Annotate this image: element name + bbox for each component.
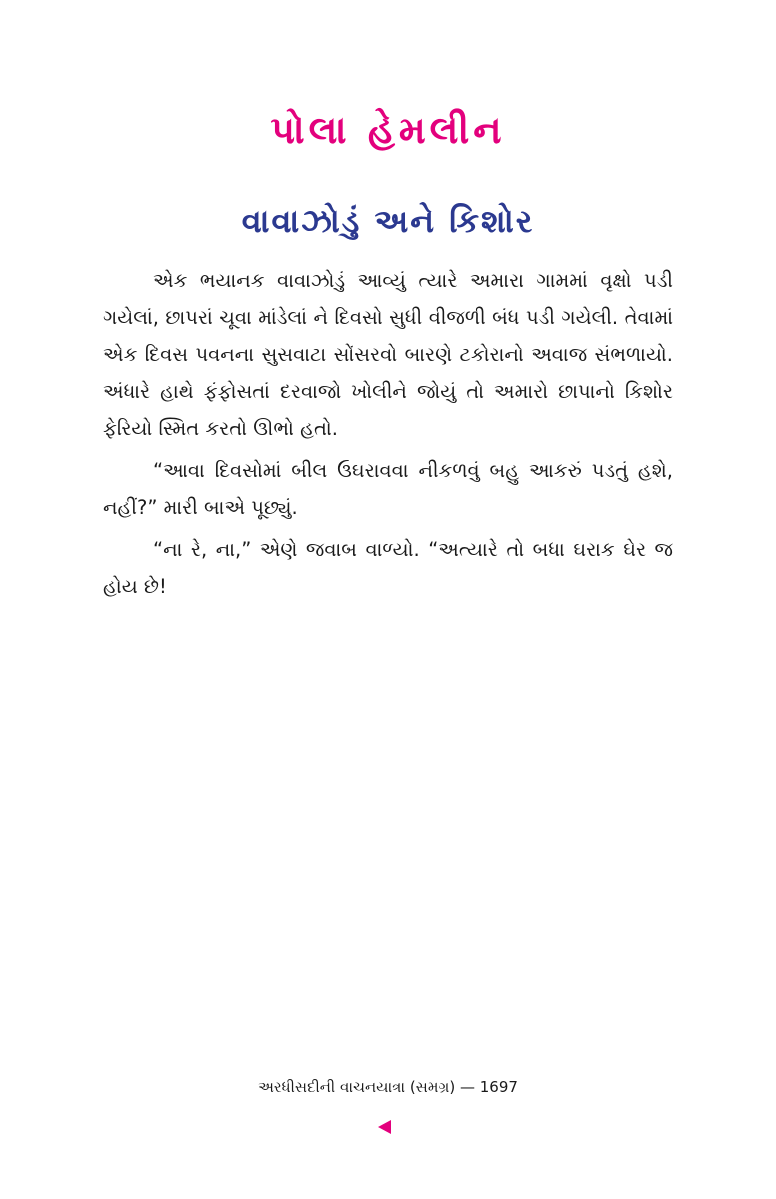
page-footer: અરધીસદીની વાચનયાત્રા (સમગ્ર) — 1697 xyxy=(258,1078,518,1096)
paragraph: એક ભયાનક વાવાઝોડું આવ્યું ત્યારે અમારા ગામમાં વૃક્ષો પડી ગયેલાં, છાપરાં ચૂવા માંડેલાં ને દિવસો સુધી વીજળી બંધ પડી ગયેલી. તેવામાં એક દિવસ પવનના સુસવાટા સોંસરવો બારણે ટકોરાનો અવાજ સંભળાયો. અંધારે હાથે ફંફોસતાં દરવાજો ખોલીને જોયું તો અમારો છાપાનો કિશોર ફેરિયો સ્મિત કરતો ઊભો હતો. xyxy=(103,269,673,440)
story-title: વાવાઝોડું અને કિશોર xyxy=(241,202,535,240)
left-triangle-icon xyxy=(378,1120,391,1134)
paragraph: “આવા દિવસોમાં બીલ ઉઘરાવવા નીકળવું બહુ આકરું પડતું હશે, નહીં?” મારી બાએ પૂછ્યું. xyxy=(103,459,673,519)
story-body xyxy=(103,262,673,610)
author-name: પોલા હેમલીન xyxy=(270,108,506,152)
paragraph: “ના રે, ના,” એણે જવાબ વાળ્યો. “અત્યારે તો બધા ઘરાક ઘેર જ હોય છે! xyxy=(103,538,673,598)
